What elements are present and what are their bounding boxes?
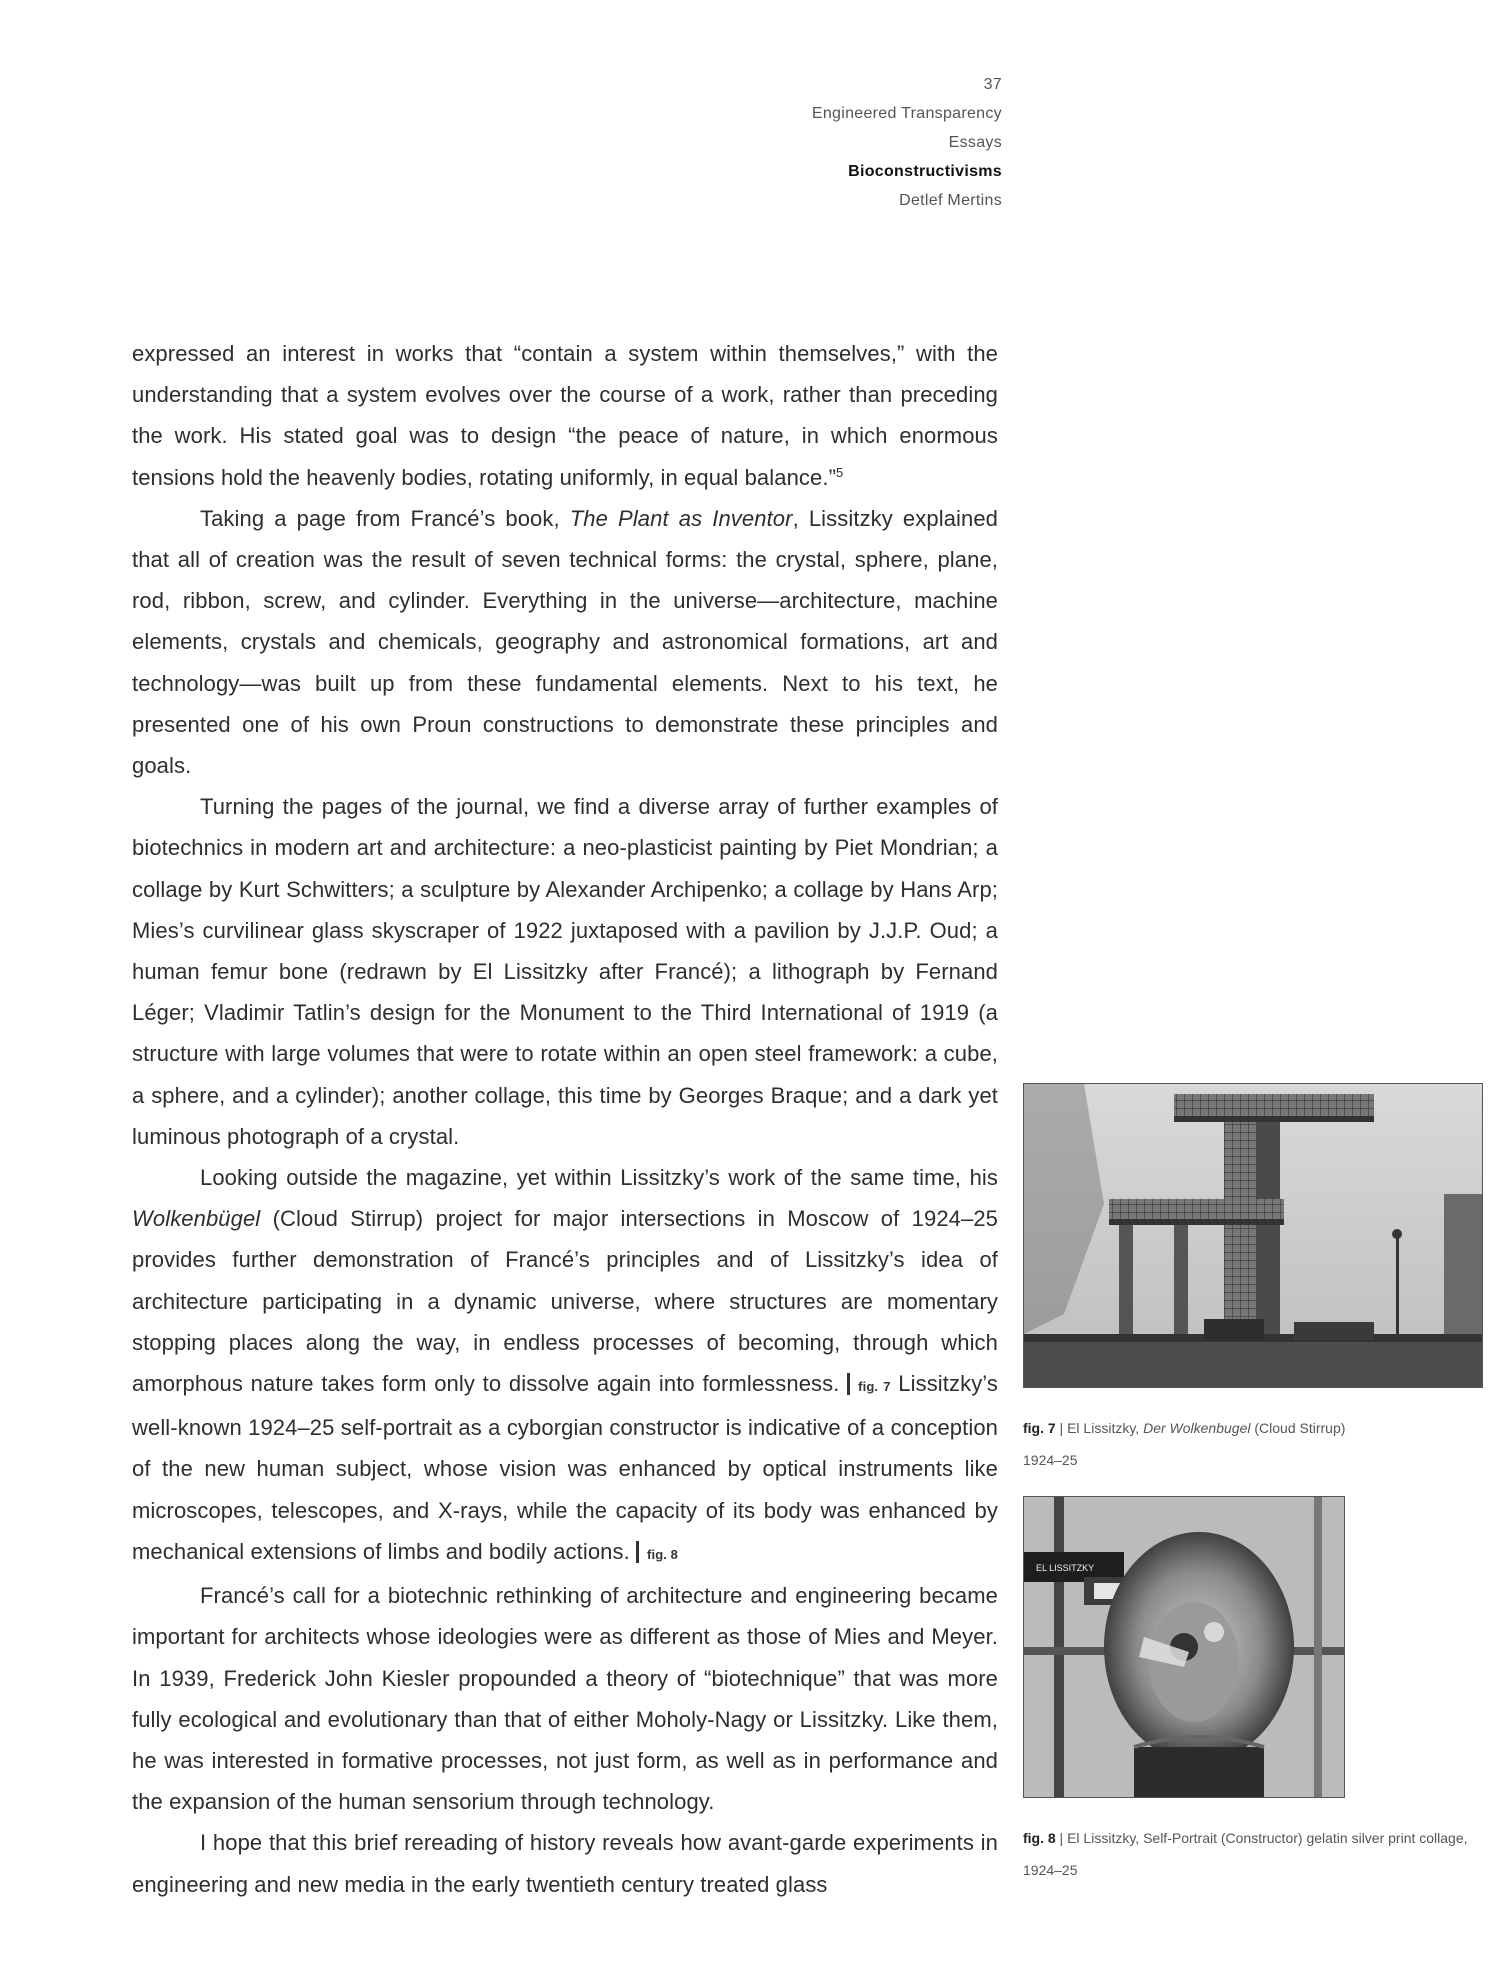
paragraph-6 (132, 1822, 998, 1904)
essay-title: Bioconstructivisms (848, 163, 1002, 180)
figure-8-label: fig. 8 (1023, 1830, 1056, 1846)
sign-text: EL LISSITZKY (1036, 1563, 1095, 1573)
author-name: Detlef Mertins (899, 192, 1002, 209)
paragraph-3-text: Turning the pages of the journal, we find a diverse array of further examples of biotechnics in modern art and architecture: a neo-plasticist painting by Piet Mondrian; a collage by Kurt Schwitters; a sculpture by Alexander Archipenko; a collage by Hans Arp; Mies’s curvilinear glass skyscraper of 1922 juxtaposed with a pavilion by J.J.P. Oud; a human femur bone (redrawn by El Lissitzky after Francé); a lithograph by Fernand Léger; Vladimir Tatlin’s design for the Monument to the Third International of 1919 (a structure with large volumes that were to rotate within an open steel framework: a cube, a sphere, and a cylinder); another collage, this time by Georges Braque; and a dark yet luminous photograph of a crystal. (132, 794, 998, 1149)
figure-7-rest: (Cloud Stirrup) (1250, 1420, 1346, 1436)
running-header (502, 70, 1002, 215)
paragraph-1-text: expressed an interest in works that “contain a system within themselves,” with the understanding that a system evolves over the course of a work, rather than preceding the work. His stated goal was to design “the peace of nature, in which enormous tensions hold the heavenly bodies, rotating uniformly, in equal balance.” (132, 341, 998, 490)
paragraph-2-text-b: , Lissitzky explained that all of creation was the result of seven technical forms: the crystal, sphere, plane, rod, ribbon, screw, and cylinder. Everything in the universe—architecture, machine elements, crystals and chemicals, geography and astronomical formations, art and technology—was built up from these fundamental elements. Next to his text, he presented one of his own Proun constructions to demonstrate these principles and goals. (132, 505, 999, 779)
figure-reference-7-label: fig. 7 (858, 1379, 891, 1395)
paragraph-4-text-c: Lissitzky’s well-known 1924–25 self-portrait as a cyborgian constructor is indicative of a conception of the new human subject, whose vision was enhanced by optical instruments like microscopes, telescopes, and X-rays, while the capacity of its body was enhanced by mechanical extensions of limbs and bodily actions. (132, 1371, 998, 1564)
figure-7-caption: fig. 7 | El Lissitzky, Der Wolkenbugel (Cloud Stirrup) 1924–25 (1023, 1420, 1346, 1468)
project-title-italic: Wolkenbügel (132, 1206, 261, 1232)
paragraph-4-text-b: (Cloud Stirrup) project for major intersections in Moscow of 1924–25 provides further demonstration of Francé’s principles and of Lissitzky’s idea of architecture participating in a dynamic universe, where structures are momentary stopping places along the way, in endless processes of becoming, through which amorphous nature takes form only to dissolve again into formlessness. (132, 1206, 998, 1397)
paragraph-5-text: Francé’s call for a biotechnic rethinking of architecture and engineering became important for architects whose ideologies were as different as those of Mies and Meyer. In 1939, Frederick John Kiesler propounded a theory of “biotechnique” that was more fully ecological and evolutionary than that of either Moholy-Nagy or Lissitzky. Like them, he was interested in formative processes, not just form, as well as in performance and the expansion of the human sensorium through technology. (132, 1583, 998, 1815)
paragraph-4 (132, 1157, 998, 1575)
figure-reference-bar (847, 1373, 850, 1395)
paragraph-1 (132, 333, 998, 498)
figure-7-image (1023, 1083, 1483, 1388)
essay-body (132, 333, 998, 1905)
figure-8-text: El Lissitzky, Self-Portrait (Constructor) gelatin silver print collage, 1924–25 (1023, 1830, 1468, 1878)
book-title: Engineered Transparency (811, 105, 1002, 122)
figure-reference-8[interactable] (636, 1547, 678, 1562)
paragraph-4-text-a: Looking outside the magazine, yet within Lissitzky’s work of the same time, his (200, 1165, 998, 1191)
figure-reference-7[interactable] (847, 1379, 890, 1394)
paragraph-5 (132, 1575, 998, 1822)
figure-7-title: Der Wolkenbugel (1143, 1420, 1251, 1436)
paragraph-6-text: I hope that this brief rereading of history reveals how avant-garde experiments in engineering and new media in the early twentieth century treated glass (132, 1830, 998, 1897)
section-label: Essays (948, 134, 1002, 151)
paragraph-2-text-a: Taking a page from Francé’s book, (200, 505, 570, 531)
figure-reference-8-label: fig. 8 (647, 1546, 678, 1562)
paragraph-3 (132, 786, 998, 1157)
figure-8-caption: fig. 8 | El Lissitzky, Self-Portrait (Constructor) gelatin silver print collage, 1924–25 (1023, 1830, 1468, 1878)
book-title-italic: The Plant as Inventor (569, 505, 793, 531)
paragraph-2 (132, 498, 998, 786)
footnote-marker[interactable]: 5 (836, 464, 844, 480)
page-number: 37 (983, 76, 1002, 93)
figure-reference-bar (636, 1541, 639, 1563)
figure-7-artist: El Lissitzky, (1067, 1420, 1144, 1436)
figure-8-image (1023, 1496, 1345, 1798)
figure-7-label: fig. 7 (1023, 1420, 1056, 1436)
wolkenbugel-photo (1024, 1084, 1483, 1388)
figure-7-date: 1924–25 (1023, 1452, 1078, 1468)
self-portrait-photo (1024, 1497, 1345, 1798)
